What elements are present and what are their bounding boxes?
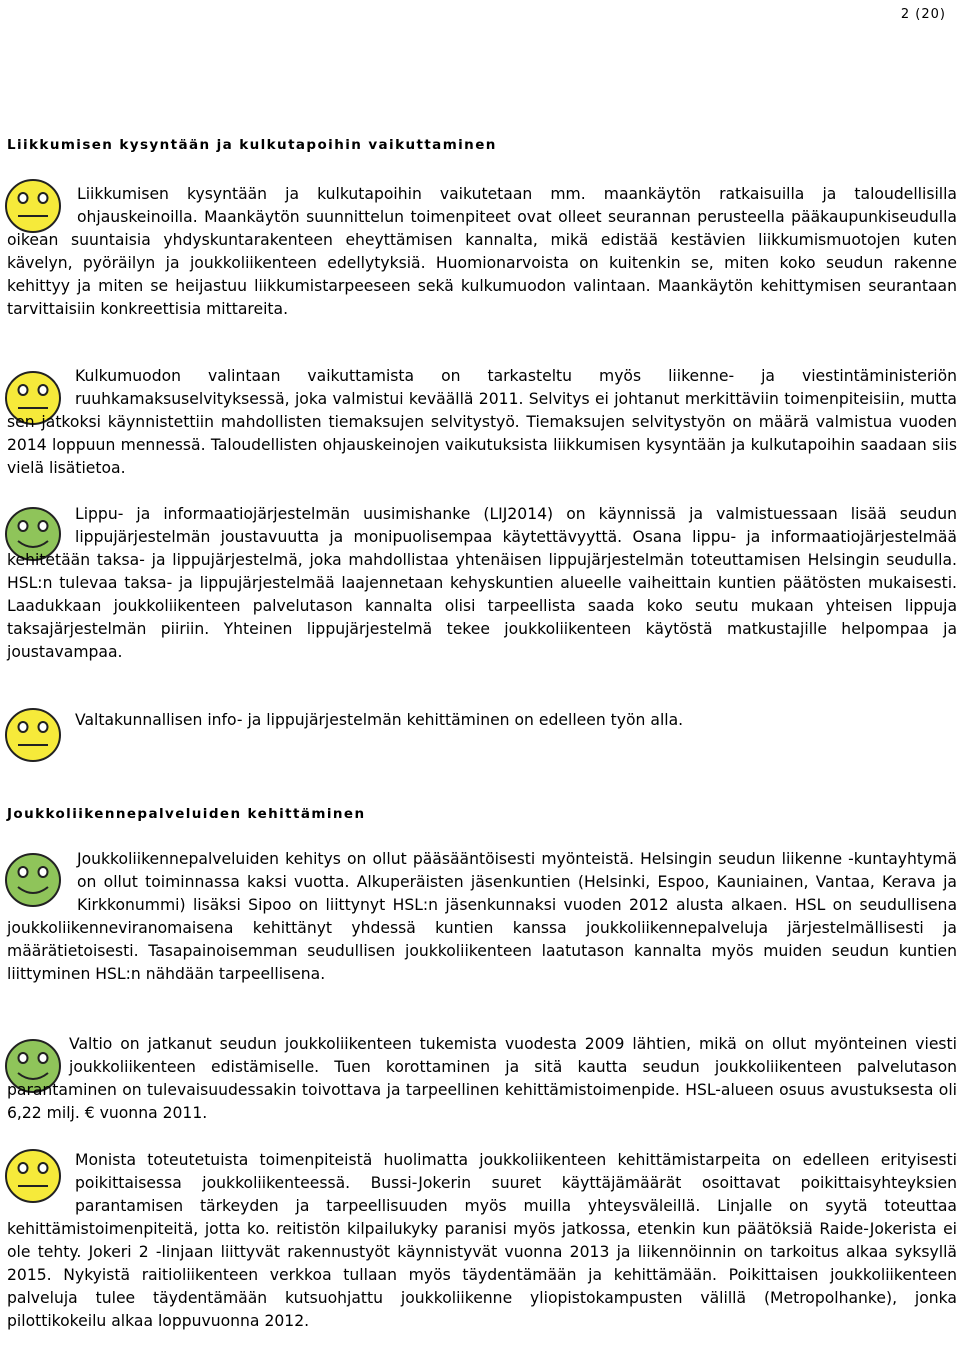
paragraph: Lippu- ja informaatiojärjestelmän uusimishanke (LIJ2014) on käynnissä ja valmistuessaan lisää seudun lippujärjestelmän joustavuutta ja monipuolisempaa käytettävyyttä. Osana lippu- ja informaatiojärjestelmää kehitetään taksa- ja lippujärjestelmä, joka mahdollistaa yhtenäisen lippujärjestelmän toteuttamisen Helsingin seudulla. HSL:n tulevaa taksa- ja lippujärjestelmää laajennetaan kehyskuntien alueelle vaiheittain kuntien päätösten mukaisesti. Laadukkaan joukkoliikenteen palvelutason kannalta olisi tarpeellista saada koko seutu mukaan yhteisen lippuja taksajärjestelmän piiriin. Yhteinen lippujärjestelmä tekee joukkoliikenteen käytöstä matkustajille helpompaa ja joustavampaa. — [7, 505, 957, 661]
paragraph: Valtakunnallisen info- ja lippujärjestelmän kehittäminen on edelleen työn alla. — [75, 711, 684, 729]
paragraph: Joukkoliikennepalveluiden kehitys on ollut pääsääntöisesti myönteistä. Helsingin seudun liikenne -kuntayhtymä on ollut toiminnassa kaksi vuotta. Alkuperäisten jäsenkuntien (Helsinki, Espoo, Kauniainen, Vantaa, Kerava ja Kirkkonummi) lisäksi Sipoo on liittynyt HSL:n jäsenkunnaksi vuoden 2012 alusta alkaen. HSL on seudullisena joukkoliikenneviranomaisena kehittänyt yhdessä kuntien kanssa joukkoliikennepalveluja järjestelmällisesti ja määrätietoisesti. Tasapainoisemman seudullisen joukkoliikenteen laatutason kannalta myös muiden seudun kuntien liittyminen HSL:n nähdään tarpeellisena. — [7, 850, 957, 983]
page-number: 2 (20) — [900, 7, 946, 22]
paragraph: Valtio on jatkanut seudun joukkoliikenteen tukemista vuodesta 2009 lähtien, mikä on ollut myönteinen viesti joukkoliikenteen edistämiselle. Tuen korottaminen ja sitä kautta seudun joukkoliikenteen palvelutason parantaminen on tulevaisuudessakin toivottava ja tarpeellinen kehittämistoimenpide. HSL-alueen osuus avustuksesta oli 6,22 milj. € vuonna 2011. — [7, 1035, 957, 1122]
paragraph: Kulkumuodon valintaan vaikuttamista on tarkasteltu myös liikenne- ja viestintäministeriön ruuhkamaksuselvityksessä, joka valmistui keväällä 2011. Selvitys ei johtanut merkittäviin toimenpiteisiin, mutta sen jatkoksi käynnistettiin mahdollisten tiemaksujen selvitystyö. Tiemaksujen selvitystyön on määrä valmistua vuoden 2014 loppuun mennessä. Taloudellisten ohjauskeinojen vaikutuksista liikkumisen kysyntään ja kulkutapoihin saadaan siis vielä lisätietoa. — [7, 367, 957, 477]
paragraph: Liikkumisen kysyntään ja kulkutapoihin vaikutetaan mm. maankäytön ratkaisuilla ja taloudellisilla ohjauskeinoilla. Maankäytön suunnittelun toimenpiteet ovat olleet seurannan perusteella pääkaupunkiseudulla oikean suuntaisia yhdyskuntarakenteen eheyttämisen kannalta, mikä edistää kestävien liikkumismuotojen kuten kävelyn, pyöräilyn ja joukkoliikenteen edellytyksiä. Huomionarvoista on kuitenkin se, miten koko seudun rakenne kehittyy ja miten se heijastuu liikkumistarpeeseen sekä kulkumuodon valintaan. Maankäytön kehittymisen seurantaan tarvittaisiin konkreettisia mittareita. — [7, 185, 957, 318]
paragraph: Monista toteutetuista toimenpiteistä huolimatta joukkoliikenteen kehittämistarpeita on edelleen erityisesti poikittaisessa joukkoliikenteessä. Bussi-Jokerin suuret käyttäjämäärät osoittavat poikittaisyhteyksien parantamisen tärkeyden ja tarpeellisuuden myös muilla yhteysväleillä. Linjalle on syytä toteuttaa kehittämistoimenpiteitä, jotta ko. reitistön kilpailukyky paranisi myös jatkossa, etenkin kun päätöksiä Raide-Jokerista ei ole tehty. Jokeri 2 -linjaan liittyvät rakennustyöt käynnistyvät vuonna 2013 ja liikennöinnin on tarkoitus alkaa syksyllä 2015. Nykyistä raitioliikenteen verkkoa tullaan myös täydentämään ja kehittämään. Poikittaisen joukkoliikenteen palveluja tulee täydentämään kutsuohjattu joukkoliikenne yliopistokampusten välillä (Metropolhanke), jonka pilottikokeilu alkaa loppuvuonna 2012. — [7, 1151, 957, 1330]
section-heading: Joukkoliikennepalveluiden kehittäminen — [7, 806, 366, 822]
section-heading: Liikkumisen kysyntään ja kulkutapoihin vaikuttaminen — [7, 137, 497, 153]
